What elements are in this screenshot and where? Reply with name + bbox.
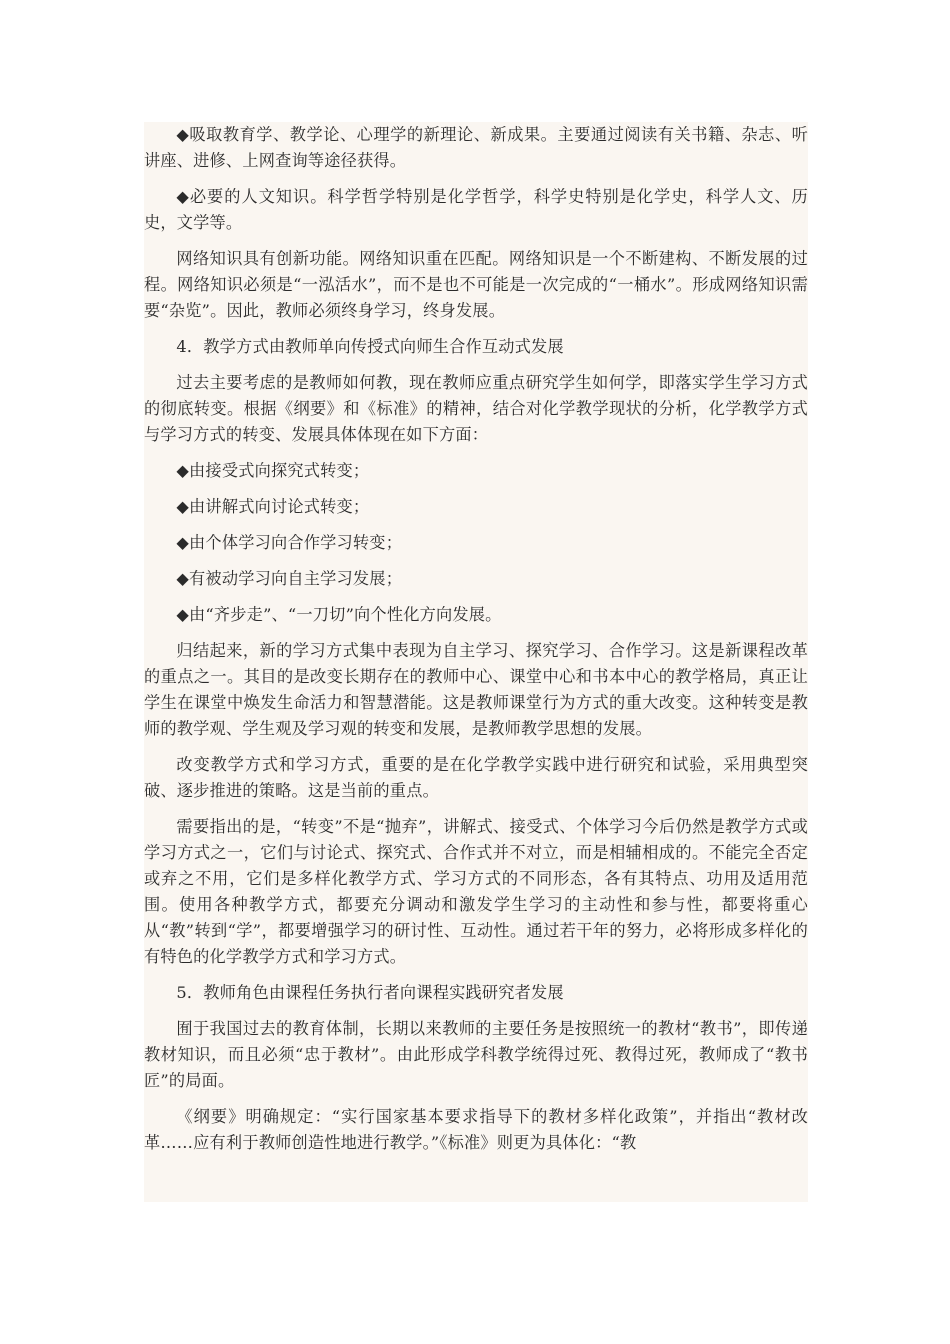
body-paragraph: 《纲要》明确规定：“实行国家基本要求指导下的教材多样化政策”，并指出“教材改革……应有利于教师创造性地进行教学。”《标准》则更为具体化：“教 <box>144 1107 808 1152</box>
bullet-paragraph: ◆吸取教育学、教学论、心理学的新理论、新成果。主要通过阅读有关书籍、杂志、听讲座、进修、上网查询等途径获得。 <box>144 125 808 170</box>
bullet-paragraph: ◆必要的人文知识。科学哲学特别是化学哲学，科学史特别是化学史，科学人文、历史，文学等。 <box>144 187 808 232</box>
document-page <box>144 122 808 1202</box>
bullet-paragraph: ◆由“齐步走”、“一刀切”向个性化方向发展。 <box>176 605 502 624</box>
bullet-paragraph: ◆有被动学习向自主学习发展； <box>176 569 403 588</box>
body-paragraph: 过去主要考虑的是教师如何教，现在教师应重点研究学生如何学，即落实学生学习方式的彻底转变。根据《纲要》和《标准》的精神，结合对化学教学现状的分析，化学教学方式与学习方式的转变、发展具体体现在如下方面： <box>144 373 808 444</box>
bullet-paragraph: ◆由接受式向探究式转变； <box>176 461 370 480</box>
bullet-paragraph: ◆由个体学习向合作学习转变； <box>176 533 403 552</box>
bullet-paragraph: ◆由讲解式向讨论式转变； <box>176 497 370 516</box>
body-paragraph: 网络知识具有创新功能。网络知识重在匹配。网络知识是一个不断建构、不断发展的过程。网络知识必须是“一泓活水”，而不是也不可能是一次完成的“一桶水”。形成网络知识需要“杂览”。因此，教师必须终身学习，终身发展。 <box>144 249 808 320</box>
body-paragraph: 归结起来，新的学习方式集中表现为自主学习、探究学习、合作学习。这是新课程改革的重点之一。其目的是改变长期存在的教师中心、课堂中心和书本中心的教学格局，真正让学生在课堂中焕发生命活力和智慧潜能。这是教师课堂行为方式的重大改变。这种转变是教师的教学观、学生观及学习观的转变和发展，是教师教学思想的发展。 <box>144 641 808 738</box>
section-heading-5: 5．教师角色由课程任务执行者向课程实践研究者发展 <box>176 983 564 1002</box>
body-paragraph: 需要指出的是，“转变”不是“抛弃”，讲解式、接受式、个体学习今后仍然是教学方式或学习方式之一，它们与讨论式、探究式、合作式并不对立，而是相辅相成的。不能完全否定或弃之不用，它们是多样化教学方式、学习方式的不同形态，各有其特点、功用及适用范围。使用各种教学方式，都要充分调动和激发学生学习的主动性和参与性，都要将重心从“教”转到“学”，都要增强学习的研讨性、互动性。通过若干年的努力，必将形成多样化的有特色的化学教学方式和学习方式。 <box>144 817 808 966</box>
body-paragraph: 改变教学方式和学习方式，重要的是在化学教学实践中进行研究和试验，采用典型突破、逐步推进的策略。这是当前的重点。 <box>144 755 808 800</box>
body-paragraph: 囿于我国过去的教育体制，长期以来教师的主要任务是按照统一的教材“教书”，即传递教材知识，而且必须“忠于教材”。由此形成学科教学统得过死、教得过死，教师成了“教书匠”的局面。 <box>144 1019 808 1090</box>
section-heading-4: 4．教学方式由教师单向传授式向师生合作互动式发展 <box>176 337 564 356</box>
